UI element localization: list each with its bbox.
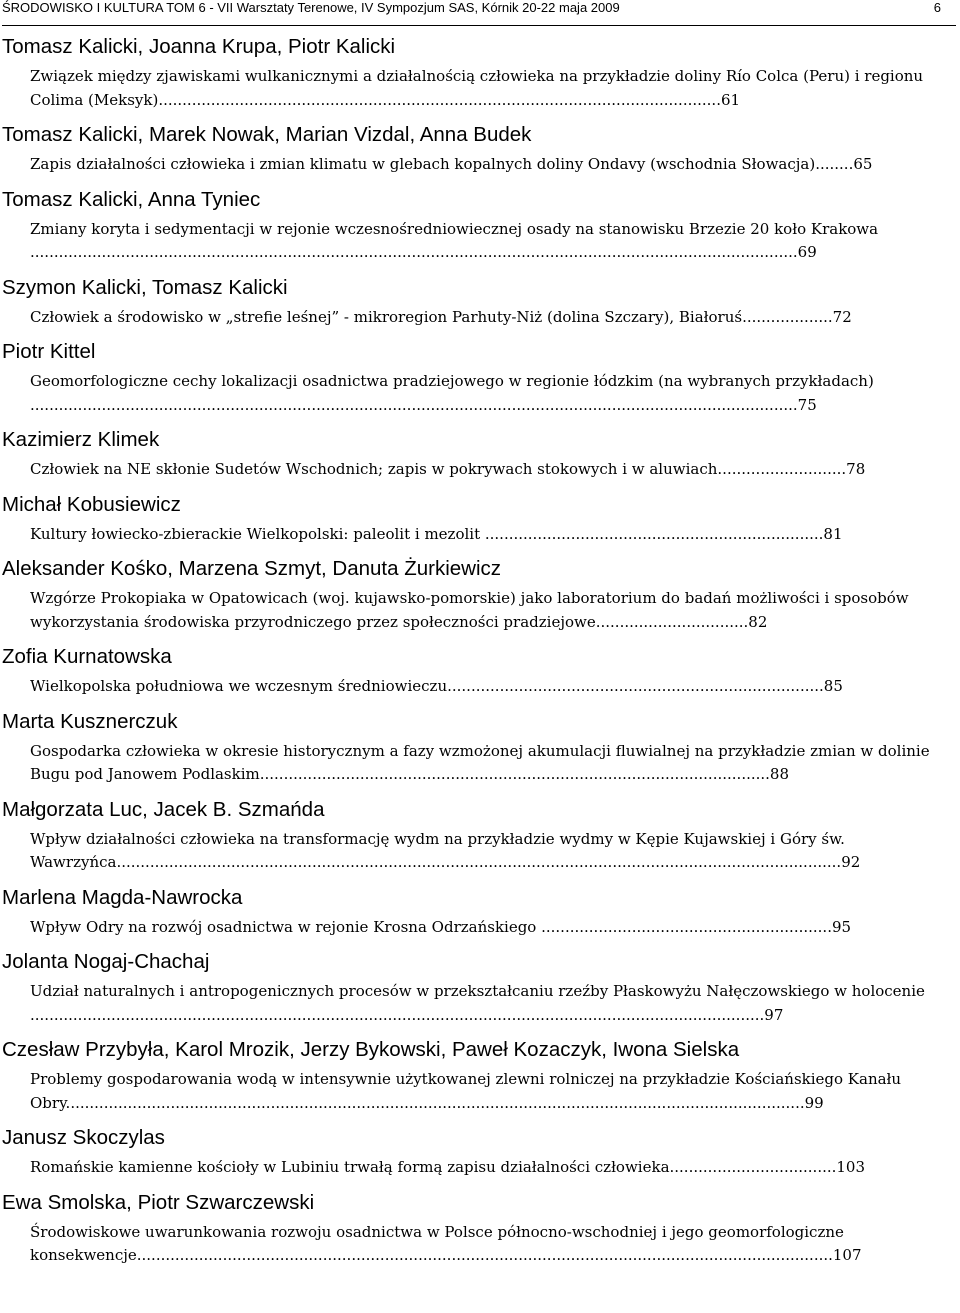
entry-authors: Tomasz Kalicki, Marek Nowak, Marian Vizdal, Anna Budek [2, 123, 532, 146]
entry-title: Człowiek na NE skłonie Sudetów Wschodnich; zapis w pokrywach stokowych i w aluwiach...........................78 [30, 460, 866, 478]
toc-entry [2, 797, 956, 875]
entry-authors: Kazimierz Klimek [2, 428, 160, 451]
toc-entry [2, 492, 956, 547]
toc-entry [2, 34, 956, 112]
entry-authors: Tomasz Kalicki, Joanna Krupa, Piotr Kalicki [2, 35, 396, 58]
entry-title: Człowiek a środowisko w „strefie leśnej” - mikroregion Parhuty-Niż (dolina Szczary), Białoruś...................72 [30, 307, 852, 326]
entry-title: Wzgórze Prokopiaka w Opatowicach (woj. kujawsko-pomorskie) jako laboratorium do badań możliwości i sposobów wykorzystania środowiska przyrodniczego przez społeczności pradziejowe................................82 [30, 589, 909, 631]
entry-title: Geomorfologiczne cechy lokalizacji osadnictwa pradziejowego w regionie łódzkim (na wybranych przykładach) .................................................................................................................................................................75 [30, 372, 874, 414]
entry-authors: Piotr Kittel [2, 340, 96, 363]
entry-authors: Janusz Skoczylas [2, 1126, 165, 1149]
entry-title: Związek między zjawiskami wulkanicznymi a działalnością człowieka na przykładzie doliny Río Colca (Peru) i regionu Colima (Meksyk)......................................................................................................................61 [30, 67, 924, 109]
entry-title: Zapis działalności człowieka i zmian klimatu w glebach kopalnych doliny Ondavy (wschodnia Słowacja)........65 [30, 155, 873, 173]
entry-authors: Szymon Kalicki, Tomasz Kalicki [2, 275, 288, 299]
toc-entry [2, 1037, 956, 1115]
entry-title: Problemy gospodarowania wodą w intensywnie użytkowanej zlewni rolniczej na przykładzie Kościańskiego Kanału Obry...........................................................................................................................................................99 [30, 1070, 902, 1112]
entry-authors: Aleksander Kośko, Marzena Szmyt, Danuta Żurkiewicz [2, 557, 502, 580]
toc-entry [2, 709, 956, 787]
toc-entry [2, 275, 956, 330]
entry-title: Udział naturalnych i antropogenicznych procesów w przekształcaniu rzeźby Płaskowyżu Nałęczowskiego w holocenie ..........................................................................................................................................................97 [30, 982, 925, 1024]
entry-authors: Zofia Kurnatowska [2, 645, 172, 668]
entry-authors: Jolanta Nogaj-Chachaj [2, 950, 210, 973]
toc-entry [2, 949, 956, 1027]
table-of-contents [2, 26, 956, 1268]
toc-entry [2, 122, 956, 177]
entry-authors: Marta Kusznerczuk [2, 709, 178, 733]
running-title: ŚRODOWISKO I KULTURA TOM 6 - VII Warsztaty Terenowe, IV Sympozjum SAS, Kórnik 20-22 maja 2009 [2, 0, 620, 15]
toc-entry [2, 1125, 956, 1180]
entry-title: Wielkopolska południowa we wczesnym średniowieczu...............................................................................85 [30, 677, 843, 695]
entry-title: Gospodarka człowieka w okresie historycznym a fazy wzmożonej akumulacji fluwialnej na przykładzie zmian w dolinie Bugu pod Janowem Podlaskim...........................................................................................................88 [30, 741, 930, 783]
entry-title: Romańskie kamienne kościoły w Lubiniu trwałą formą zapisu działalności człowieka...................................103 [30, 1158, 866, 1176]
entry-title: Wpływ działalności człowieka na transformację wydm na przykładzie wydmy w Kępie Kujawskiej i Góry św. Wawrzyńca........................................................................................................................................................92 [30, 829, 861, 871]
entry-authors: Michał Kobusiewicz [2, 492, 181, 516]
entry-authors: Małgorzata Luc, Jacek B. Szmańda [2, 797, 325, 821]
entry-title: Wpływ Odry na rozwój osadnictwa w rejonie Krosna Odrzańskiego .............................................................95 [30, 917, 852, 936]
entry-title: Środowiskowe uwarunkowania rozwoju osadnictwa w Polsce północno-wschodniej i jego geomorfologiczne konsekwencje..................................................................................................................................................107 [30, 1222, 862, 1264]
page-number: 6 [933, 0, 941, 15]
entry-authors: Czesław Przybyła, Karol Mrozik, Jerzy Bykowski, Paweł Kozaczyk, Iwona Sielska [2, 1038, 740, 1061]
toc-entry [2, 644, 956, 699]
entry-title: Kultury łowiecko-zbierackie Wielkopolski: paleolit i mezolit .......................................................................81 [30, 524, 843, 543]
entry-authors: Ewa Smolska, Piotr Szwarczewski [2, 1190, 315, 1214]
entry-title: Zmiany koryta i sedymentacji w rejonie wczesnośredniowiecznej osady na stanowisku Brzezie 20 koło Krakowa .................................................................................................................................................................69 [30, 219, 879, 261]
toc-entry [2, 1190, 956, 1268]
entry-authors: Tomasz Kalicki, Anna Tyniec [2, 187, 261, 211]
entry-authors: Marlena Magda-Nawrocka [2, 885, 243, 909]
toc-entry [2, 187, 956, 265]
toc-entry [2, 556, 956, 634]
toc-entry [2, 885, 956, 940]
running-header [2, 0, 956, 26]
toc-entry [2, 427, 956, 482]
toc-entry [2, 339, 956, 417]
